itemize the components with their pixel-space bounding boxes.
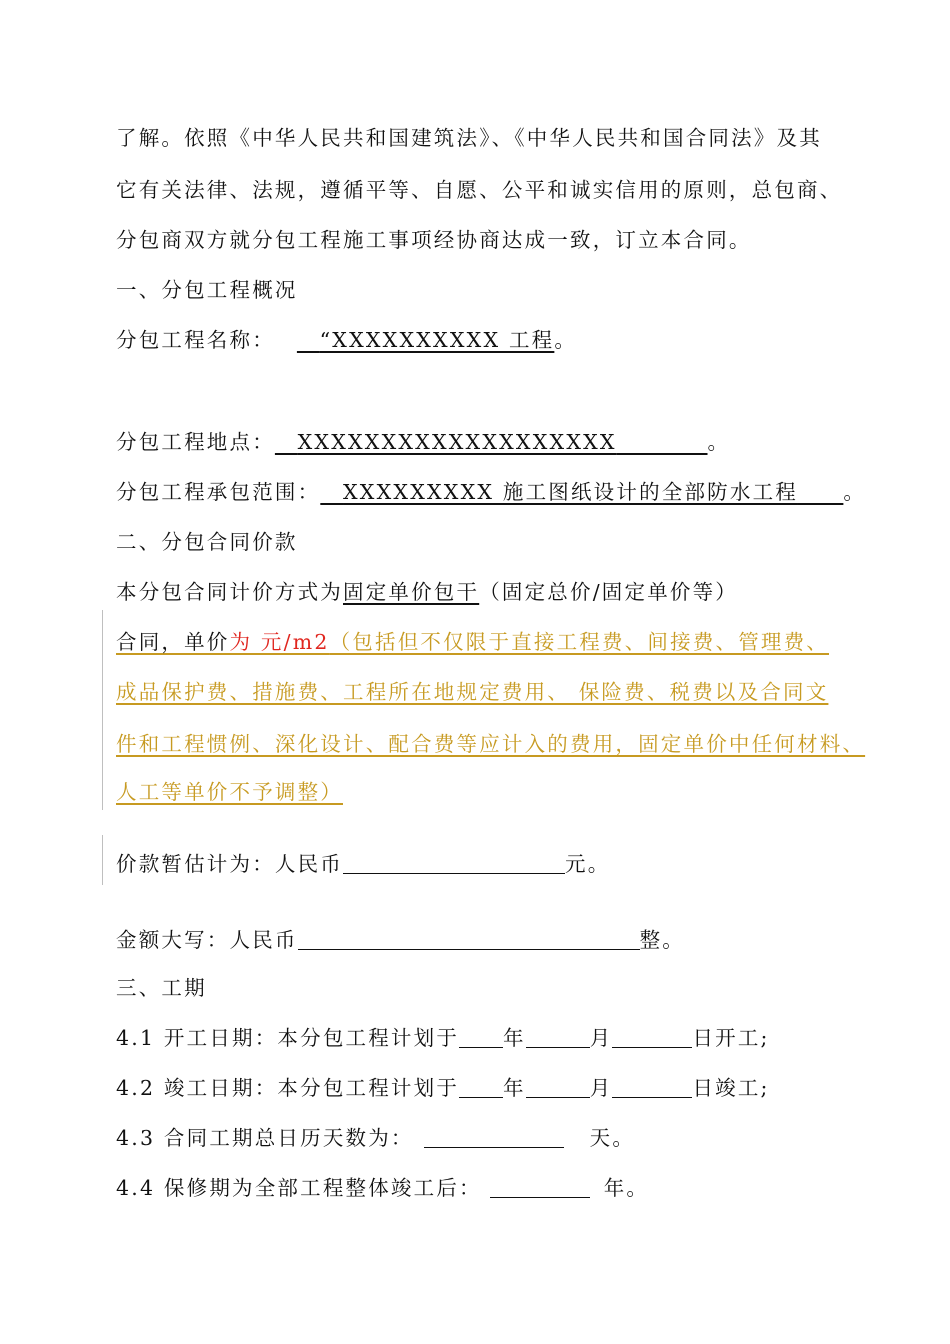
project-location-value: XXXXXXXXXXXXXXXXXXX — [297, 430, 617, 454]
field-label: 分包工程名称： — [116, 328, 275, 352]
field-label: 分包工程地点： — [116, 430, 275, 454]
project-scope-line: 分包工程承包范围： XXXXXXXXX 施工图纸设计的全部防水工程 。 — [116, 480, 867, 504]
section-heading: 一、分包工程概况 — [116, 278, 298, 302]
paragraph-line: 了解。依照《中华人民共和国建筑法》、《中华人民共和国合同法》及其 — [116, 126, 822, 150]
start-date-line: 4.1 开工日期：本分包工程计划于 年 月 日开工; — [116, 1026, 770, 1050]
project-name-value: “XXXXXXXXXX 工程 — [319, 328, 555, 352]
paragraph-line: 分包商双方就分包工程施工事项经协商达成一致，订立本合同。 — [116, 228, 752, 252]
unit-price-detail: 成品保护费、措施费、工程所在地规定费用、 保险费、税费以及合同文 — [116, 680, 829, 704]
unit-price-detail: 人工等单价不予调整） — [116, 780, 343, 804]
pricing-method-line: 本分包合同计价方式为固定单价包干（固定总价/固定单价等） — [116, 580, 739, 604]
field-label: 分包工程承包范围： — [116, 480, 321, 504]
project-name-line: 分包工程名称： “XXXXXXXXXX 工程。 — [116, 328, 578, 352]
project-scope-value: XXXXXXXXX 施工图纸设计的全部防水工程 — [343, 480, 798, 504]
capital-amount-line: 金额大写：人民币 整。 — [116, 928, 686, 952]
completion-date-line: 4.2 竣工日期：本分包工程计划于 年 月 日竣工; — [116, 1076, 770, 1100]
unit-price-value: 为 元/m2 — [229, 630, 330, 654]
revision-bar — [102, 835, 103, 885]
duration-line: 4.3 合同工期总日历天数为： 天。 — [116, 1126, 636, 1150]
section-heading: 三、工期 — [116, 976, 207, 1000]
estimate-blank — [343, 853, 565, 874]
paragraph-line: 它有关法律、法规，遵循平等、自愿、公平和诚实信用的原则，总包商、 — [116, 178, 843, 202]
warranty-blank — [490, 1177, 590, 1198]
pricing-method-value: 固定单价包干 — [343, 580, 480, 604]
unit-price-detail: 件和工程惯例、深化设计、配合费等应计入的费用，固定单价中任何材料、 — [116, 732, 866, 756]
estimate-line: 价款暂估计为：人民币 元。 — [116, 852, 611, 876]
duration-blank — [424, 1127, 564, 1148]
revision-bar — [102, 610, 103, 810]
unit-price-line: 合同，单价为 元/m2（包括但不仅限于直接工程费、间接费、管理费、 — [116, 630, 830, 654]
capital-amount-blank — [298, 929, 640, 950]
project-location-line: 分包工程地点： XXXXXXXXXXXXXXXXXXX 。 — [116, 430, 731, 454]
section-heading: 二、分包合同价款 — [116, 530, 298, 554]
warranty-line: 4.4 保修期为全部工程整体竣工后： 年。 — [116, 1176, 650, 1200]
